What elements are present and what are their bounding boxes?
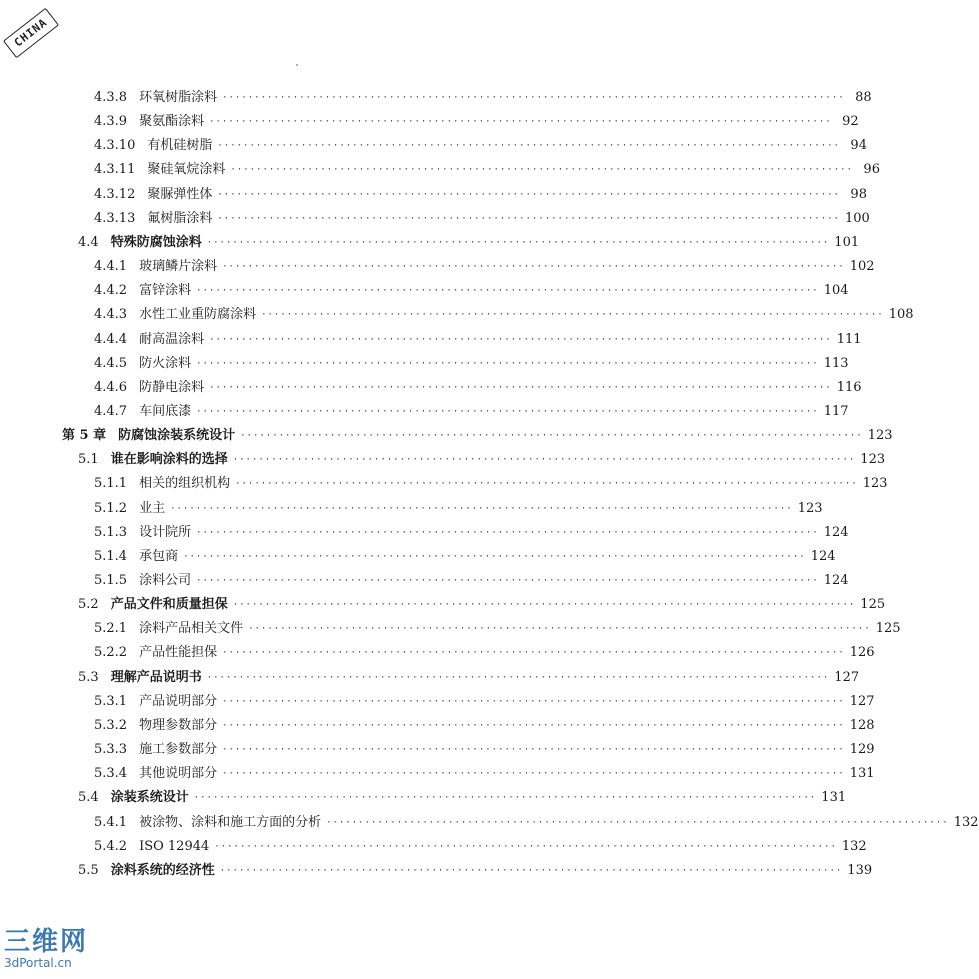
toc-entry-page: 104 — [823, 283, 849, 299]
toc-entry-title: 相关的组织机构 — [139, 476, 231, 492]
toc-entry-title: 环氧树脂涂料 — [139, 90, 218, 105]
toc-entry-page: 124 — [823, 573, 849, 588]
toc-entry — [94, 499, 823, 519]
toc-entry-number: 4.4.6 — [94, 379, 128, 395]
toc-entry-title: 涂料公司 — [139, 573, 192, 588]
watermark-main: 三维网 — [4, 927, 89, 957]
toc-entry-leader: ································································································· — [232, 600, 856, 611]
toc-entry-page: 128 — [849, 717, 875, 733]
toc-entry-leader: ································································································· — [222, 769, 845, 780]
toc-entry-number: 5.2.2 — [94, 645, 128, 661]
toc-entry-page: 127 — [849, 693, 875, 709]
toc-entry-page: 125 — [860, 597, 886, 613]
toc-entry-leader: ································································································· — [222, 648, 845, 659]
china-stamp: CHINA — [3, 8, 59, 59]
toc-entry-number: 4.4.1 — [94, 259, 128, 275]
toc-entry-page: 125 — [875, 621, 901, 637]
toc-entry-page: 124 — [823, 524, 849, 540]
toc-entry-page: 88 — [855, 90, 872, 105]
toc-entry-page: 132 — [841, 838, 867, 854]
toc-entry-leader: ································································································· — [196, 527, 819, 538]
toc-entry-page: 126 — [849, 645, 875, 661]
toc-entry-title: 谁在影响涂料的选择 — [110, 452, 228, 468]
toc-entry-leader: ································································································· — [183, 551, 806, 562]
toc-entry-title: 业主 — [139, 500, 166, 516]
toc-entry-number: 4.3.12 — [94, 186, 136, 202]
toc-entry-title: 有机硅树脂 — [147, 138, 213, 154]
toc-entry-page: 108 — [888, 307, 914, 323]
toc-entry-number: 4.4.3 — [94, 307, 128, 323]
toc-entry-number: 5.5 — [78, 862, 99, 878]
toc-entry-leader: ································································································· — [217, 141, 840, 152]
watermark-logo — [4, 928, 88, 970]
toc-entry-title: 聚脲弹性体 — [147, 186, 213, 202]
toc-entry — [94, 378, 862, 398]
toc-entry-title: ISO 12944 — [139, 838, 210, 854]
toc-entry-number: 5.4.2 — [94, 838, 128, 854]
toc-entry-number: 5.3.2 — [94, 717, 128, 733]
toc-entry-number: 4.3.10 — [94, 138, 136, 154]
toc-entry-leader: ································································································· — [217, 213, 840, 224]
toc-entry-page: 129 — [849, 742, 875, 758]
toc-entry-number: 4.3.11 — [94, 162, 136, 178]
toc-entry — [94, 112, 859, 132]
toc-entry-title: 其他说明部分 — [139, 766, 218, 782]
toc-entry-title: 施工参数部分 — [139, 742, 218, 758]
toc-entry-number: 第 5 章 — [62, 428, 107, 444]
toc-entry-leader: ································································································· — [222, 262, 845, 273]
toc-entry-leader: ································································································· — [232, 455, 856, 466]
toc-entry — [94, 88, 872, 108]
toc-entry-title: 玻璃鳞片涂料 — [139, 259, 218, 275]
toc-entry — [94, 160, 880, 180]
toc-entry-leader: ································································································· — [206, 237, 830, 248]
toc-entry — [78, 668, 860, 688]
toc-entry — [94, 716, 875, 736]
toc-entry — [94, 185, 867, 205]
toc-entry — [78, 450, 886, 470]
toc-entry — [94, 619, 901, 639]
toc-entry — [94, 330, 862, 350]
toc-entry-number: 5.1.5 — [94, 573, 128, 588]
toc-entry-leader: ································································································· — [222, 93, 845, 103]
toc-entry-number: 5.3.3 — [94, 742, 128, 758]
toc-entry-leader: ································································································· — [196, 286, 819, 297]
toc-entry-number: 5.1.4 — [94, 548, 128, 564]
toc-entry-title: 聚氨酯涂料 — [139, 114, 205, 130]
toc-entry-number: 4.3.9 — [94, 114, 128, 130]
toc-entry-title: 物理参数部分 — [139, 717, 218, 733]
toc-entry-page: 139 — [847, 862, 873, 878]
toc-entry-number: 4.4.5 — [94, 355, 128, 371]
toc-entry-title: 设计院所 — [139, 524, 192, 540]
toc-entry-page: 102 — [849, 259, 875, 275]
toc-entry-number: 4.4.2 — [94, 283, 128, 299]
toc-entry-leader: ································································································· — [222, 745, 845, 756]
toc-entry-number: 5.2 — [78, 597, 99, 613]
scan-speck — [296, 64, 298, 66]
toc-entry-leader: ································································································· — [196, 358, 819, 369]
toc-entry-title: 理解产品说明书 — [110, 669, 202, 685]
toc-entry-title: 耐高温涂料 — [139, 331, 205, 347]
toc-entry-title: 被涂物、涂料和施工方面的分析 — [139, 814, 322, 830]
toc-entry-page: 132 — [953, 814, 979, 830]
toc-entry — [62, 426, 893, 446]
toc-entry-page: 94 — [850, 138, 867, 154]
toc-entry-number: 4.4.4 — [94, 331, 128, 347]
toc-entry-number: 5.2.1 — [94, 621, 128, 637]
toc-entry-number: 5.1.2 — [94, 500, 128, 516]
watermark-sub: 3dPortal.cn — [4, 956, 72, 970]
toc-entry-page: 127 — [834, 669, 860, 685]
toc-entry-leader: ································································································· — [235, 479, 858, 490]
toc-entry-title: 富锌涂料 — [139, 283, 192, 299]
toc-entry — [94, 281, 849, 301]
toc-entry-title: 聚硅氧烷涂料 — [147, 162, 226, 178]
toc-entry-page: 124 — [810, 548, 836, 564]
toc-entry-leader: ································································································· — [261, 310, 884, 321]
toc-entry — [78, 861, 873, 881]
toc-entry-title: 产品说明部分 — [139, 693, 218, 709]
toc-entry-number: 5.3.1 — [94, 693, 128, 709]
toc-entry — [94, 354, 849, 374]
toc-entry — [78, 788, 847, 808]
toc-entry — [94, 643, 875, 663]
toc-entry-title: 承包商 — [139, 548, 179, 564]
toc-entry — [94, 136, 867, 156]
toc-entry — [94, 692, 875, 712]
toc-entry-number: 5.4.1 — [94, 814, 128, 830]
toc-entry — [94, 571, 849, 591]
toc-entry-page: 116 — [836, 379, 862, 395]
toc-entry-title: 防火涂料 — [139, 355, 192, 371]
toc-entry — [78, 595, 886, 615]
toc-entry-title: 产品性能担保 — [139, 645, 218, 661]
toc-entry-page: 117 — [823, 403, 849, 419]
toc-entry-leader: ································································································· — [240, 431, 863, 442]
toc-entry-page: 123 — [860, 452, 886, 468]
toc-entry-leader: ································································································· — [209, 117, 832, 128]
toc-entry-page: 113 — [823, 355, 849, 371]
toc-entry-number: 4.3.13 — [94, 210, 136, 226]
toc-entry-title: 涂装系统设计 — [110, 790, 189, 806]
toc-entry — [94, 837, 867, 857]
toc-entry-title: 氟树脂涂料 — [147, 210, 213, 226]
toc-entry-title: 水性工业重防腐涂料 — [139, 307, 257, 323]
toc-entry-title: 车间底漆 — [139, 403, 192, 419]
toc-entry-title: 产品文件和质量担保 — [110, 597, 228, 613]
toc-entry-number: 5.4 — [78, 790, 99, 806]
toc-entry-page: 100 — [844, 210, 870, 226]
toc-entry-number: 5.3 — [78, 669, 99, 685]
toc-entry — [78, 233, 860, 253]
toc-entry-title: 防静电涂料 — [139, 379, 205, 395]
toc-entry-leader: ································································································· — [326, 817, 949, 828]
toc-entry-page: 123 — [797, 500, 823, 516]
toc-entry — [94, 402, 849, 422]
toc-entry-leader: ································································································· — [222, 696, 845, 707]
toc-entry-page: 123 — [867, 428, 893, 444]
toc-entry-leader: ································································································· — [248, 624, 871, 635]
toc-entry — [94, 740, 875, 760]
toc-entry-leader: ································································································· — [196, 406, 819, 417]
toc-entry-number: 4.4.7 — [94, 403, 128, 419]
toc-entry-page: 131 — [821, 790, 847, 806]
toc-entry-number: 5.3.4 — [94, 766, 128, 782]
toc-entry — [94, 813, 979, 833]
toc-entry — [94, 305, 914, 325]
toc-entry-leader: ································································································· — [217, 189, 840, 200]
toc-entry-leader: ································································································· — [214, 841, 837, 852]
toc-entry-page: 101 — [834, 234, 860, 250]
toc-entry-title: 特殊防腐蚀涂料 — [110, 234, 202, 250]
toc-entry-leader: ································································································· — [196, 576, 819, 586]
toc-entry-number: 5.1.1 — [94, 476, 128, 492]
toc-entry-leader: ································································································· — [206, 672, 830, 683]
toc-entry — [94, 474, 888, 494]
toc-entry-page: 98 — [850, 186, 867, 202]
toc-entry-page: 111 — [836, 331, 862, 347]
toc-entry-page: 96 — [863, 162, 880, 178]
toc-entry — [94, 209, 870, 229]
toc-entry — [94, 547, 836, 567]
toc-entry-number: 5.1 — [78, 452, 99, 468]
toc-entry-page: 123 — [862, 476, 888, 492]
toc-entry-number: 5.1.3 — [94, 524, 128, 540]
toc-entry-title: 涂料系统的经济性 — [110, 862, 215, 878]
toc-entry-number: 4.4 — [78, 234, 99, 250]
toc-entry-number: 4.3.8 — [94, 90, 128, 105]
toc-entry-leader: ································································································· — [170, 503, 793, 514]
toc-entry-leader: ································································································· — [219, 865, 843, 876]
toc-entry-page: 131 — [849, 766, 875, 782]
toc-entry-leader: ································································································· — [222, 720, 845, 731]
toc-entry-title: 防腐蚀涂装系统设计 — [118, 428, 236, 444]
toc-entry-leader: ································································································· — [209, 382, 832, 393]
toc-entry — [94, 523, 849, 543]
toc-entry-leader: ································································································· — [193, 793, 817, 804]
toc-entry — [94, 257, 875, 277]
toc-entry-title: 涂料产品相关文件 — [139, 621, 244, 637]
toc-entry-leader: ································································································· — [230, 165, 853, 176]
toc-entry — [94, 764, 875, 784]
toc-entry-page: 92 — [842, 114, 859, 130]
toc-entry-leader: ································································································· — [209, 334, 832, 345]
